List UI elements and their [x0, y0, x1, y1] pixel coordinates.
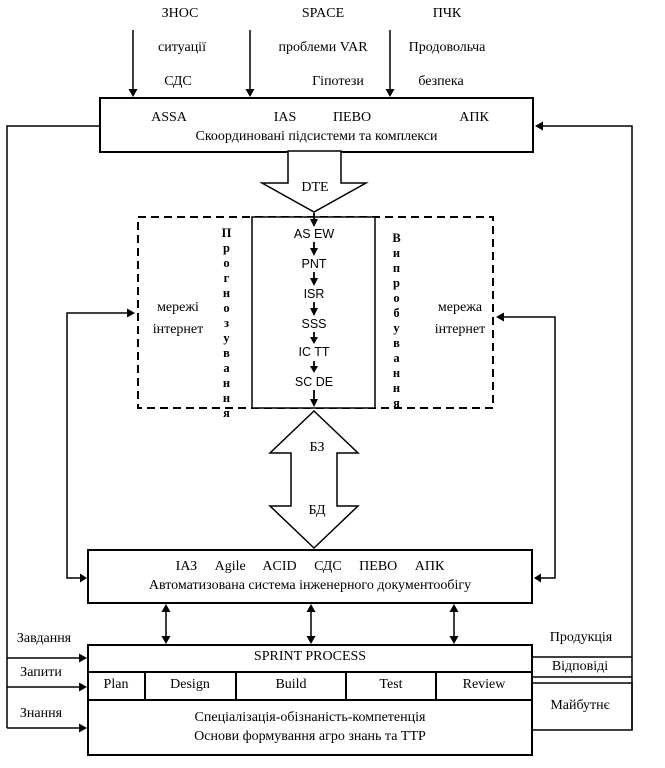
chain-item: ISR [303, 287, 325, 301]
sprint-stage: Build [275, 677, 307, 692]
kb-double-block-arrow [270, 411, 358, 548]
input-arrow-left [129, 30, 138, 97]
vertical-label-testing: Випробування [389, 231, 404, 411]
chain-item: SSS [301, 317, 327, 331]
chain-item: IC TT [298, 345, 330, 359]
chain-item: AS EW [293, 227, 335, 241]
chain-item: SC DE [294, 375, 334, 389]
input2-title: SPACE [301, 6, 345, 21]
subsystem-item: IAS [273, 110, 297, 125]
input-arrow-middle [246, 30, 255, 97]
docflow-items: ІАЗ Agile ACID СДС ПЕВО АПК [175, 558, 445, 574]
docflow-text [88, 550, 532, 603]
input3-bot: безпека [418, 74, 464, 89]
input1-title: ЗНОС [161, 6, 199, 21]
subsystem-item: ПЕВО [332, 110, 372, 125]
kb-top-label: БЗ [309, 440, 325, 455]
subsystems-caption: Скоординовані підсистеми та комплекси [195, 129, 438, 144]
dte-label: DTE [301, 180, 329, 195]
input2-bot: Гіпотези [312, 74, 364, 89]
sprint-caption [88, 700, 532, 755]
left-label-knowledge: Знання [19, 706, 63, 721]
right-label-production: Продукція [549, 630, 613, 645]
input-arrow-right [386, 30, 395, 97]
sprint-stage: Plan [103, 677, 129, 692]
net-left-label: мережі інтернет [152, 300, 204, 338]
input1-bot: СДС [164, 74, 192, 89]
inner-left-connector [67, 309, 135, 583]
inner-right-connector [496, 313, 555, 583]
sprint-caption-line2: Основи формування агро знань та ТТР [194, 728, 426, 744]
vertical-label-forecast: Прогнозування [219, 226, 234, 421]
sprint-title: SPRINT PROCESS [253, 649, 367, 664]
input3-mid: Продовольча [408, 40, 486, 55]
kb-bottom-label: БД [308, 503, 326, 518]
net-right-label: мережа інтернет [434, 300, 486, 338]
subsystem-item: ASSA [151, 110, 187, 125]
input3-title: ПЧК [432, 6, 462, 21]
chain-item: PNT [301, 257, 327, 271]
doc-sprint-double-arrows [162, 604, 459, 644]
input1-mid: ситуації [158, 40, 206, 55]
sprint-stage: Review [462, 677, 506, 692]
input2-mid: проблеми VAR [278, 40, 368, 55]
left-label-tasks: Завдання [16, 631, 72, 646]
left-label-requests: Запити [20, 665, 62, 680]
right-label-answers: Відповіді [551, 659, 609, 674]
sprint-stage: Design [170, 677, 210, 692]
sprint-stage: Test [379, 677, 403, 692]
right-label-future: Майбутнє [550, 698, 610, 713]
sprint-caption-line1: Спеціалізація-обізнаність-компетенція [194, 709, 426, 725]
subsystem-item: АПК [459, 110, 489, 125]
docflow-caption: Автоматизована система інженерного документообігу [148, 577, 472, 593]
